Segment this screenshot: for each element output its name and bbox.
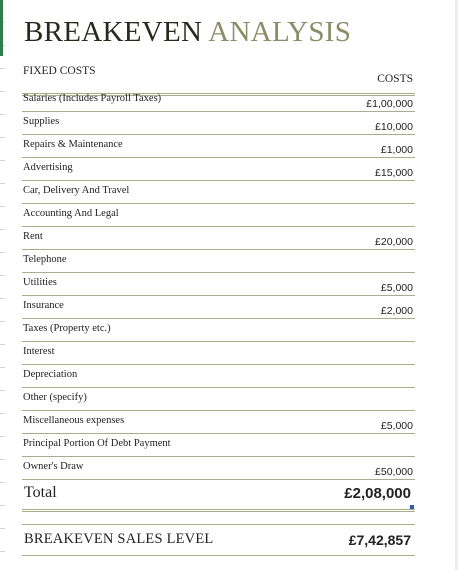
row-label[interactable]: Accounting And Legal bbox=[23, 208, 119, 219]
row-label[interactable]: Repairs & Maintenance bbox=[23, 139, 123, 150]
row-label[interactable]: Owner's Draw bbox=[23, 461, 84, 472]
cell-fill-handle[interactable] bbox=[410, 505, 414, 509]
table-row bbox=[22, 181, 415, 204]
row-label[interactable]: Telephone bbox=[23, 254, 67, 265]
row-label[interactable]: Insurance bbox=[23, 300, 64, 311]
title-word-analysis: ANALYSIS bbox=[208, 16, 352, 48]
row-cost-value[interactable]: £5,000 bbox=[380, 420, 413, 432]
row-label[interactable]: Depreciation bbox=[23, 369, 78, 380]
total-row bbox=[22, 477, 415, 512]
table-row bbox=[22, 434, 415, 457]
row-label[interactable]: Taxes (Property etc.) bbox=[23, 323, 111, 334]
row-cost-value[interactable]: £1,00,000 bbox=[366, 98, 413, 110]
title-accent-bar bbox=[0, 0, 3, 56]
table-row bbox=[22, 112, 415, 135]
row-label[interactable]: Other (specify) bbox=[23, 392, 87, 403]
table-row bbox=[22, 411, 415, 434]
table-row bbox=[22, 296, 415, 319]
row-cost-value[interactable]: £10,000 bbox=[375, 121, 413, 133]
table-row bbox=[22, 158, 415, 181]
table-row bbox=[22, 204, 415, 227]
row-cost-value[interactable]: £15,000 bbox=[375, 167, 413, 179]
row-label[interactable]: Rent bbox=[23, 231, 43, 242]
row-label[interactable]: Utilities bbox=[23, 277, 57, 288]
row-label[interactable]: Car, Delivery And Travel bbox=[23, 185, 130, 196]
row-cost-value[interactable]: £2,000 bbox=[380, 305, 413, 317]
total-value[interactable]: £2,08,000 bbox=[344, 485, 411, 502]
table-row bbox=[22, 227, 415, 250]
row-label[interactable]: Advertising bbox=[23, 162, 73, 173]
table-row bbox=[22, 319, 415, 342]
row-cost-value[interactable]: £1,000 bbox=[380, 144, 413, 156]
row-label[interactable]: Salaries (Includes Payroll Taxes) bbox=[23, 93, 162, 104]
breakeven-label[interactable]: BREAKEVEN SALES LEVEL bbox=[24, 531, 214, 547]
breakeven-row bbox=[22, 524, 415, 556]
page-title bbox=[24, 16, 351, 49]
table-row bbox=[22, 135, 415, 158]
row-label[interactable]: Principal Portion Of Debt Payment bbox=[23, 438, 171, 449]
table-row bbox=[22, 273, 415, 296]
row-label[interactable]: Supplies bbox=[23, 116, 60, 127]
table-row bbox=[22, 388, 415, 411]
table-row bbox=[22, 250, 415, 273]
row-cost-value[interactable]: £50,000 bbox=[375, 466, 413, 478]
row-cost-value[interactable]: £5,000 bbox=[380, 282, 413, 294]
table-row bbox=[22, 365, 415, 388]
costs-column-header[interactable]: COSTS bbox=[377, 73, 413, 85]
total-label[interactable]: Total bbox=[24, 484, 57, 501]
row-label[interactable]: Miscellaneous expenses bbox=[23, 415, 125, 426]
row-label[interactable]: Interest bbox=[23, 346, 55, 357]
sheet-gridlines bbox=[0, 0, 5, 570]
breakeven-value[interactable]: £7,42,857 bbox=[348, 532, 411, 548]
table-row bbox=[22, 342, 415, 365]
row-cost-value[interactable]: £20,000 bbox=[375, 236, 413, 248]
title-word-breakeven: BREAKEVEN bbox=[24, 16, 203, 48]
fixed-costs-header[interactable]: FIXED COSTS bbox=[23, 65, 96, 77]
table-row bbox=[22, 89, 415, 112]
